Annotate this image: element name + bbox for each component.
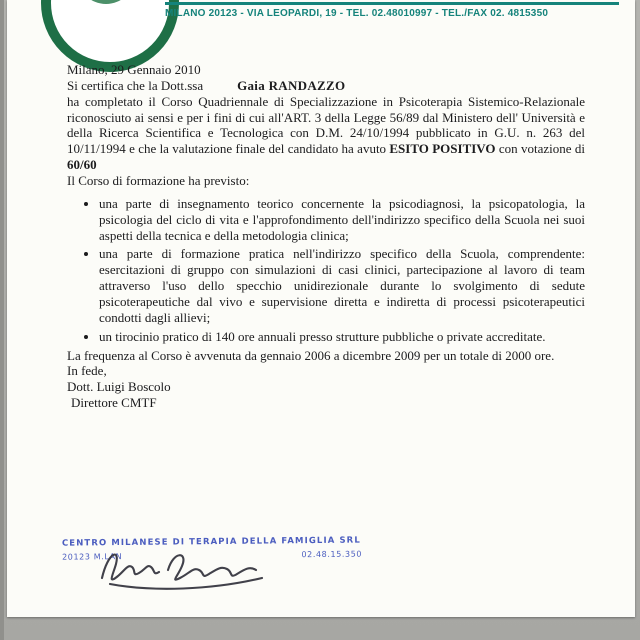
- header-address-line: MILANO 20123 - VIA LEOPARDI, 19 - TEL. 02.48010997 - TEL./FAX 02. 4815350: [165, 8, 549, 19]
- closing-line: In fede,: [67, 363, 107, 379]
- signer-title: Direttore CMTF: [71, 395, 157, 411]
- paper-sheet: [7, 0, 635, 617]
- list-item-text: un tirocinio pratico di 140 ore annuali presso strutture pubbliche o private accreditate.: [99, 328, 546, 344]
- date-line: Milano, 29 Gennaio 2010: [67, 62, 201, 77]
- body-paragraph: [67, 94, 585, 173]
- list-item: [99, 329, 585, 345]
- header-divider: [165, 2, 619, 5]
- logo-inner-disc-icon: [77, 0, 135, 4]
- recipient-name: Gaia RANDAZZO: [237, 77, 346, 93]
- votazione-value: 60/60: [67, 157, 97, 173]
- stamp-line1: CENTRO MILANESE DI TERAPIA DELLA FAMIGLIA SRL: [61, 535, 361, 549]
- list-item: [99, 196, 585, 244]
- signer-name: Dott. Luigi Boscolo: [67, 379, 171, 395]
- stamp-line2-right: 02.48.15.350: [301, 549, 363, 560]
- frequency-line: La frequenza al Corso è avvenuta da gennaio 2006 a dicembre 2009 per un totale di 2000 ore.: [67, 347, 555, 363]
- stamp-line2-left: 20123 M.LAN: [62, 552, 123, 562]
- course-list: [67, 196, 585, 345]
- body-text-1: ha completato il Corso Quadriennale di Specializzazione in Psicoterapia Sistemico-Relazionale riconosciuto ai sensi e per i fini di cui all'ART. 3 della Legge 56/89 dal Ministero dell' Università e della Ricerca Scientifica e Tecnologica con D.M. 24/10/1994 pubblicato in G.U. n. 263 del 10/11/1994 e che la valutazione finale del candidato ha avuto: [67, 93, 585, 157]
- body-text-2: con votazione di: [495, 141, 585, 157]
- list-item: [99, 246, 585, 325]
- course-intro-line: Il Corso di formazione ha previsto:: [67, 173, 250, 189]
- certification-line: [67, 78, 585, 94]
- certify-prefix: Si certifica che la Dott.ssa: [67, 77, 204, 93]
- list-item-text: una parte di formazione pratica nell'indirizzo specifico della Scuola, comprendente: esercitazioni di gruppo con simulazioni di casi clinici, partecipazione al lavoro di team attraverso l'uso dello specchio unidirezionale durante lo svolgimento di sedute psicoterapeutiche dal vivo e supervisione diretta e indiretta di processi psicoterapeutici condotti dagli allievi;: [99, 246, 585, 325]
- handwritten-signature-icon: [92, 540, 282, 596]
- list-item-text: una parte di insegnamento teorico concernente la psicodiagnosi, la psicopatologia, la psicologia del ciclo di vita e l'approfondimento dell'indirizzo specifico della Scuola nei suoi aspetti della tecnica e della metodologia clinica;: [99, 195, 585, 243]
- esito-positivo: ESITO POSITIVO: [389, 141, 496, 157]
- letter-body: [67, 62, 585, 411]
